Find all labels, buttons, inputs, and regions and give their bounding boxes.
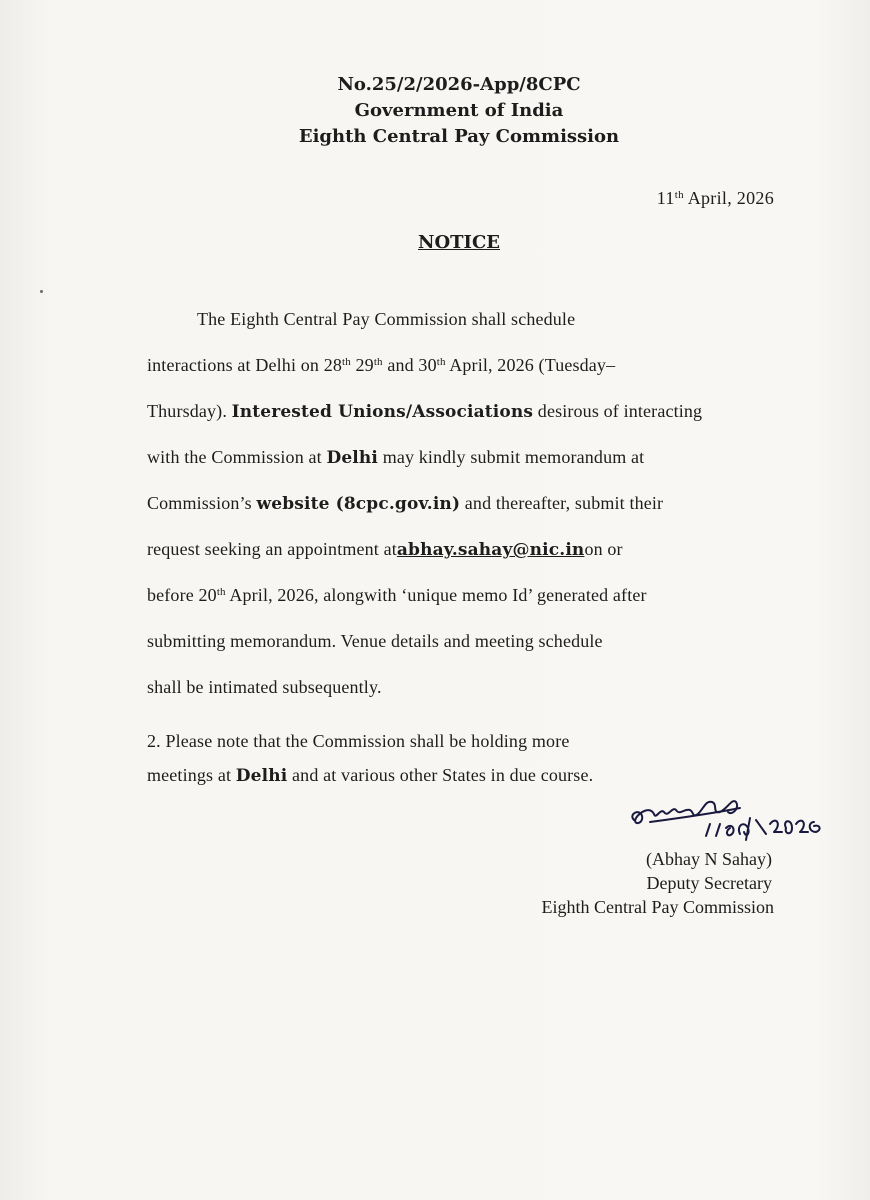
reference-number: No.25/2/2026-App/8CPC <box>337 74 581 95</box>
para1-line-2 <box>147 342 775 388</box>
para1-word: Central <box>283 309 338 329</box>
para1-text: interactions at Delhi on 28 <box>147 355 343 375</box>
bold-text: Delhi <box>235 766 288 786</box>
para1-text: on or <box>584 539 623 559</box>
date-day: 11 <box>656 188 675 208</box>
para1-word: and <box>443 631 471 651</box>
bold-text: Delhi <box>326 448 379 468</box>
para1-word: schedule <box>511 309 576 329</box>
para1-text: request seeking an appointment at <box>147 539 397 559</box>
para1-word: Commission <box>374 309 467 329</box>
bold-text: Interested Unions/Associations <box>231 402 534 422</box>
para2-word: Please <box>165 731 213 751</box>
para1-word: Pay <box>342 309 370 329</box>
notice-title: NOTICE <box>418 232 500 253</box>
para1-word: shall <box>471 309 507 329</box>
para2-line-1 <box>147 724 775 758</box>
para1-word: meeting <box>474 631 534 651</box>
para2-word: Commission <box>312 731 406 751</box>
para1-line-1 <box>147 296 775 342</box>
para2-text: and at various other States in due course. <box>287 765 594 785</box>
email-link[interactable]: abhay.sahay@nic.in <box>396 540 585 560</box>
para1-text: Thursday). <box>147 401 232 421</box>
para2-word: shall <box>409 731 445 751</box>
notice-date <box>657 188 774 209</box>
para1-line-9: shall be intimated subsequently. <box>147 677 382 697</box>
paragraph-1 <box>147 296 775 710</box>
para1-text: and 30 <box>382 355 437 375</box>
signatory-organisation: Eighth Central Pay Commission <box>541 897 774 917</box>
para1-word: schedule <box>538 631 603 651</box>
para1-word: The <box>197 309 226 329</box>
superscript: th <box>216 586 226 598</box>
para2-word: be <box>449 731 467 751</box>
para1-line-5 <box>147 480 775 526</box>
para1-line-4 <box>147 434 775 480</box>
para1-text: with the Commission at <box>147 447 327 467</box>
superscript: th <box>342 356 351 368</box>
para2-word: holding <box>471 731 528 751</box>
para1-text: Commission’s <box>147 493 257 513</box>
website-link: website (8cpc.gov.in) <box>256 494 461 514</box>
para2-word: more <box>531 731 570 751</box>
scan-speck <box>40 290 43 293</box>
para1-word: Eighth <box>230 309 279 329</box>
government-line: Government of India <box>354 100 564 121</box>
para1-text: may kindly submit memorandum at <box>378 447 645 467</box>
para1-line-3 <box>147 388 775 434</box>
para1-line-6 <box>147 526 775 572</box>
signatory-name: (Abhay N Sahay) <box>646 849 772 869</box>
commission-line: Eighth Central Pay Commission <box>298 126 620 147</box>
para1-text: desirous of interacting <box>533 401 703 421</box>
para2-text: meetings at <box>147 765 236 785</box>
para1-word: submitting memorandum. Venue <box>147 631 387 651</box>
para1-text: April, 2026 (Tuesday– <box>445 355 616 375</box>
signatory-designation: Deputy Secretary <box>646 873 772 893</box>
document-header <box>0 72 870 150</box>
para1-text: 29 <box>350 355 374 375</box>
superscript: th <box>373 356 383 368</box>
para1-text: before 20 <box>147 585 217 605</box>
date-suffix: th <box>674 189 684 201</box>
para2-word: note <box>217 731 249 751</box>
para1-word: details <box>391 631 440 651</box>
para1-line-8 <box>147 618 775 664</box>
para2-word: 2. <box>147 731 161 751</box>
para2-word: the <box>285 731 308 751</box>
para2-word: that <box>253 731 281 751</box>
para1-text: April, 2026, alongwith ‘unique memo Id’ generated after <box>225 585 647 605</box>
para1-text: and thereafter, submit their <box>460 493 664 513</box>
para1-line-7 <box>147 572 775 618</box>
date-rest: April, 2026 <box>683 188 774 208</box>
superscript: th <box>436 356 446 368</box>
